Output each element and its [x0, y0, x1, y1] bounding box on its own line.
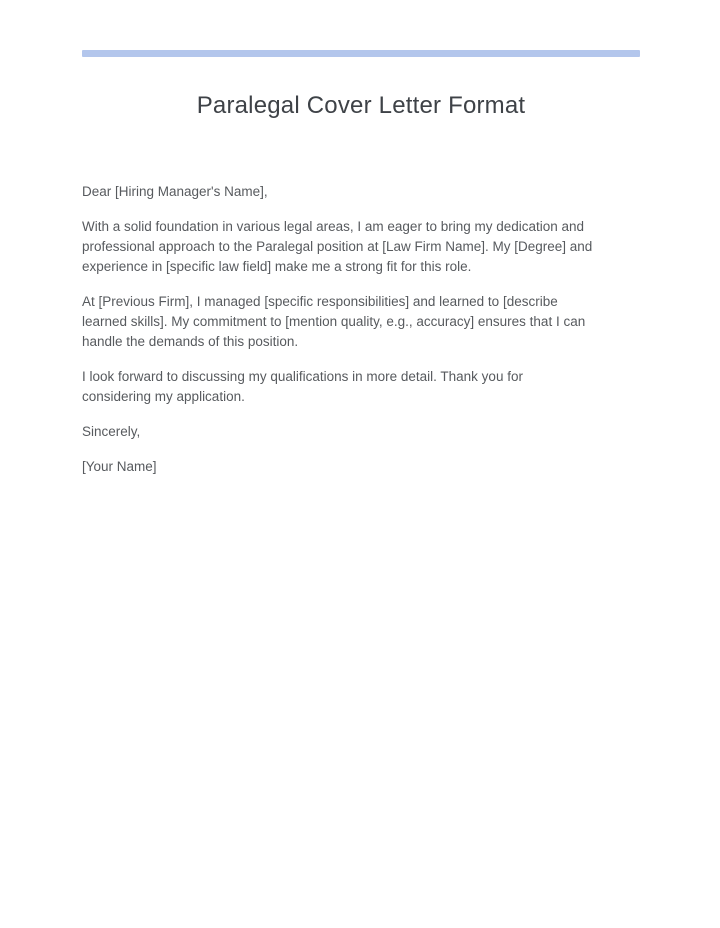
- letter-paragraph: I look forward to discussing my qualifications in more detail. Thank you for considering my application.: [82, 369, 523, 404]
- document-content: [82, 50, 640, 492]
- letter-salutation: Dear [Hiring Manager's Name],: [82, 184, 268, 199]
- page-title: Paralegal Cover Letter Format: [196, 92, 526, 119]
- letter-body: [82, 182, 594, 477]
- letter-signature: [Your Name]: [82, 459, 157, 474]
- accent-divider-bar: [82, 50, 640, 57]
- letter-closing: Sincerely,: [82, 424, 141, 439]
- letter-paragraph: At [Previous Firm], I managed [specific responsibilities] and learned to [describe learned skills]. My commitment to [mention quality, e.g., accuracy] ensures that I can handle the demands of this position.: [82, 294, 586, 349]
- letter-paragraph: With a solid foundation in various legal areas, I am eager to bring my dedication and professional approach to the Paralegal position at [Law Firm Name]. My [Degree] and experience in [specific law field] make me a strong fit for this role.: [82, 219, 593, 274]
